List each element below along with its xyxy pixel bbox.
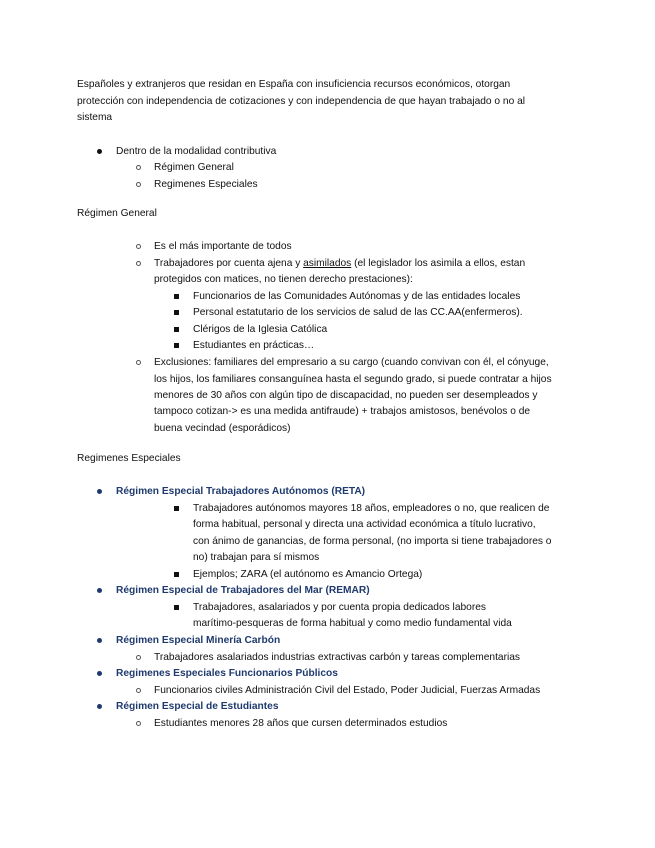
- remar-item-1-line-2: marítimo-pesqueras de forma habitual y como medio fundamental vida: [193, 618, 512, 629]
- remar-item-1-line-1: Trabajadores, asalariados y por cuenta propia dedicados labores: [193, 602, 486, 613]
- intro-line-1: Españoles y extranjeros que residan en España con insuficiencia recursos económicos, otorgan: [77, 79, 511, 90]
- exclusiones-line-4: tampoco cotizan-> es una medida antifraude) + trabajos amistosos, benévolos o de: [154, 406, 531, 417]
- asimilado-item-4: Estudiantes en prácticas…: [193, 340, 315, 351]
- general-item-2-post: (el legislador los asimila a ellos, estan: [351, 258, 526, 269]
- modalidad-sub-1: Régimen General: [154, 162, 234, 173]
- circle-bullet-icon: [136, 182, 141, 187]
- bullet-icon: [97, 588, 102, 593]
- general-item-2: [154, 256, 525, 272]
- circle-bullet-icon: [136, 261, 141, 266]
- remar-title: Régimen Especial de Trabajadores del Mar (REMAR): [116, 585, 370, 596]
- intro-line-3: sistema: [77, 112, 113, 123]
- circle-bullet-icon: [136, 688, 141, 693]
- exclusiones-line-2: los hijos, los familiares consanguínea hasta el segundo grado, si puede contratar a hijos: [154, 374, 552, 385]
- modalidad-sub-2: Regimenes Especiales: [154, 179, 258, 190]
- reta-title: Régimen Especial Trabajadores Autónomos (RETA): [116, 486, 366, 497]
- reta-item-1-line-1: Trabajadores autónomos mayores 18 años, empleadores o no, que realicen de: [193, 503, 550, 514]
- asimilado-item-3: Clérigos de la Iglesia Católica: [193, 324, 328, 335]
- exclusiones-line-3: menores de 30 años con algún tipo de discapacidad, no pueden ser desempleados y: [154, 390, 538, 401]
- estudiantes-title: Régimen Especial de Estudiantes: [116, 701, 279, 712]
- general-item-2-line-2: protegidos con matices, no tienen derecho prestaciones):: [154, 274, 413, 285]
- intro-line-2: protección con independencia de cotizaciones y con independencia de que hayan trabajado o no al: [77, 96, 526, 107]
- circle-bullet-icon: [136, 165, 141, 170]
- square-bullet-icon: [174, 343, 179, 348]
- bullet-icon: [97, 638, 102, 643]
- square-bullet-icon: [174, 605, 179, 610]
- funcionarios-item-1: Funcionarios civiles Administración Civil del Estado, Poder Judicial, Fuerzas Armadas: [154, 685, 541, 696]
- especiales-heading: Regimenes Especiales: [77, 453, 181, 464]
- square-bullet-icon: [174, 506, 179, 511]
- circle-bullet-icon: [136, 721, 141, 726]
- square-bullet-icon: [174, 327, 179, 332]
- modalidad-item: Dentro de la modalidad contributiva: [116, 146, 277, 157]
- square-bullet-icon: [174, 572, 179, 577]
- circle-bullet-icon: [136, 360, 141, 365]
- circle-bullet-icon: [136, 244, 141, 249]
- estudiantes-item-1: Estudiantes menores 28 años que cursen determinados estudios: [154, 718, 448, 729]
- reta-item-2: Ejemplos; ZARA (el autónomo es Amancio Ortega): [193, 569, 423, 580]
- exclusiones-line-1: Exclusiones: familiares del empresario a su cargo (cuando convivan con él, el cónyuge,: [154, 357, 549, 368]
- square-bullet-icon: [174, 310, 179, 315]
- reta-item-1-line-4: no) trabajan para sí mismos: [193, 552, 320, 563]
- asimilado-item-1: Funcionarios de las Comunidades Autónomas y de las entidades locales: [193, 291, 521, 302]
- asimilados-link[interactable]: asimilados: [303, 258, 352, 269]
- mineria-title: Régimen Especial Minería Carbón: [116, 635, 281, 646]
- mineria-item-1: Trabajadores asalariados industrias extractivas carbón y tareas complementarias: [154, 652, 520, 663]
- circle-bullet-icon: [136, 655, 141, 660]
- bullet-icon: [97, 671, 102, 676]
- reta-item-1-line-2: forma habitual, personal y directa una actividad económica a título lucrativo,: [193, 519, 536, 530]
- exclusiones-line-5: buena vecindad (esporádicos): [154, 423, 291, 434]
- general-heading: Régimen General: [77, 208, 157, 219]
- reta-item-1-line-3: con ánimo de ganancias, de forma personal, (no importa si tiene trabajadores o: [193, 536, 552, 547]
- funcionarios-title: Regimenes Especiales Funcionarios Públicos: [116, 668, 338, 679]
- general-item-2-pre: Trabajadores por cuenta ajena y: [154, 258, 304, 269]
- bullet-icon: [97, 704, 102, 709]
- bullet-icon: [97, 489, 102, 494]
- bullet-icon: [97, 149, 102, 154]
- square-bullet-icon: [174, 294, 179, 299]
- asimilado-item-2: Personal estatutario de los servicios de salud de las CC.AA(enfermeros).: [193, 307, 523, 318]
- general-item-1: Es el más importante de todos: [154, 241, 292, 252]
